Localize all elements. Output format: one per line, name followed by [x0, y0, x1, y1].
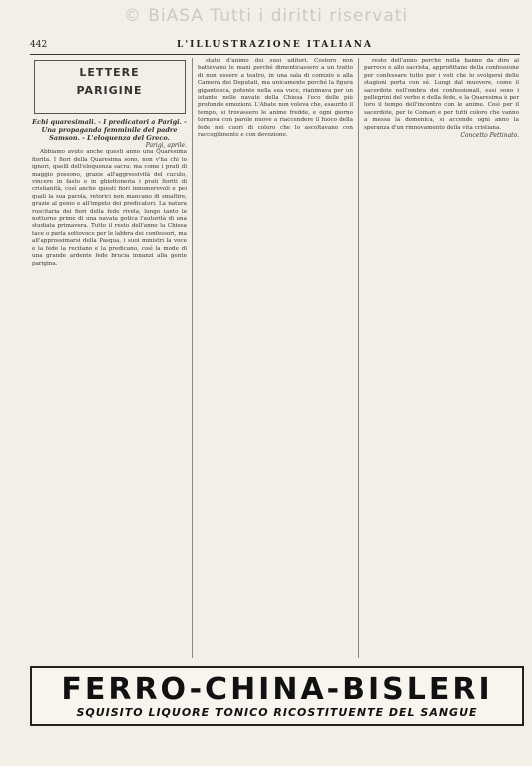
column-1 [32, 58, 187, 658]
author-signature: Concetto Pettinato. [460, 132, 519, 140]
article-subtitle: Echi quaresimali. - I predicatori a Parigi. - Una propaganda femminile del padre Samson. - L'eloquenza del Greco. [32, 118, 187, 142]
column-3 [364, 58, 519, 658]
journal-title: L'ILLUSTRAZIONE ITALIANA [177, 40, 373, 50]
column-divider-2 [358, 58, 359, 658]
ad-brand: FERRO-CHINA-BISLERI [61, 672, 493, 707]
header-rule [30, 54, 520, 55]
column-2 [198, 58, 353, 658]
watermark-text: © BiASA Tutti i diritti riservati [123, 6, 409, 26]
page-number: 442 [30, 40, 48, 50]
dateline: Parigi, aprile. [145, 142, 187, 149]
article-text-col3: resto dell'anno perché nulla hanno da dire al parroco e allo sacrista, approfittano della confessione per confessare tutto per i voti che lo svolgersi delle stagioni porta con sé. Lungi dal muovere, come il sacerdote nell'ombra dei confessionali, essi sono i pellegrini del verbo e della fede, e la Quaresima è per loro il tempo dell'incontro con le anime. Così per il sacerdote, per le Comari e per tutti coloro che vanno a messa la domenica, si accende ogni anno la speranza d'un rinnovamento della vita cristiana. [364, 58, 519, 131]
column-title-banner [34, 60, 186, 114]
column-title-line1: LETTERE [79, 66, 140, 79]
article-text-col1: Abbiamo avuto anche questi anno una Quaresima fiorita. I fiori della Quaresima sono, non v'ha chi lo ignori, quelli dell'eloquenza sacra: ma come i prati di maggio possono, grazie all'aggressività del cuculo, vincere in fasto e in ghiottoneria i prati fioriti di cristianità, così anche questi fiori innumerevoli e pei quali la sua parola, retorici non mancano di smaltire, grazie al genio e all'impeto dei predicatori. La natura ruscitaria dei fiori della fede rivela, lungo tanto le notturne prime di una navata gotica l'autorità di una studiata primavera. Tutto il resto dell'anno la Chiesa tace o parla sottovoce per le labbra dei confessori, ma all'approssimarsi della Pasqua, i suoi ministri la voce e la fede la recitano e la predicano, così la mode di una grande ardente fede brucia innanzi alla gente parigina. [32, 149, 187, 267]
ad-tagline: SQUISITO LIQUORE TONICO RICOSTITUENTE DEL SANGUE [76, 706, 478, 719]
column-divider-1 [192, 58, 193, 658]
column-title-line2: PARIGINE [76, 84, 143, 97]
page-header [30, 40, 520, 54]
advertisement-banner [30, 666, 524, 726]
article-text-col2: stato d'animo dei suoi uditori. Costoro non battevano le mani perché dimenticassero a un tratto di non essere a teatro, in una sala di comizio o alla Camera dei Deputati, ma unicamente perché la figura gigantesca, potente nella sua voce, rianimava per un istante nelle navate della Chiesa l'eco delle più profonde emozioni. L'Abate non voleva che, esaurito il tempo, si trovassero le anime fredde, e ogni giorno tornava con parole nuove a riaccendere il fuoco della fede nei cuori di coloro che lo ascoltavano con raccoglimento e con devozione. [198, 58, 353, 139]
